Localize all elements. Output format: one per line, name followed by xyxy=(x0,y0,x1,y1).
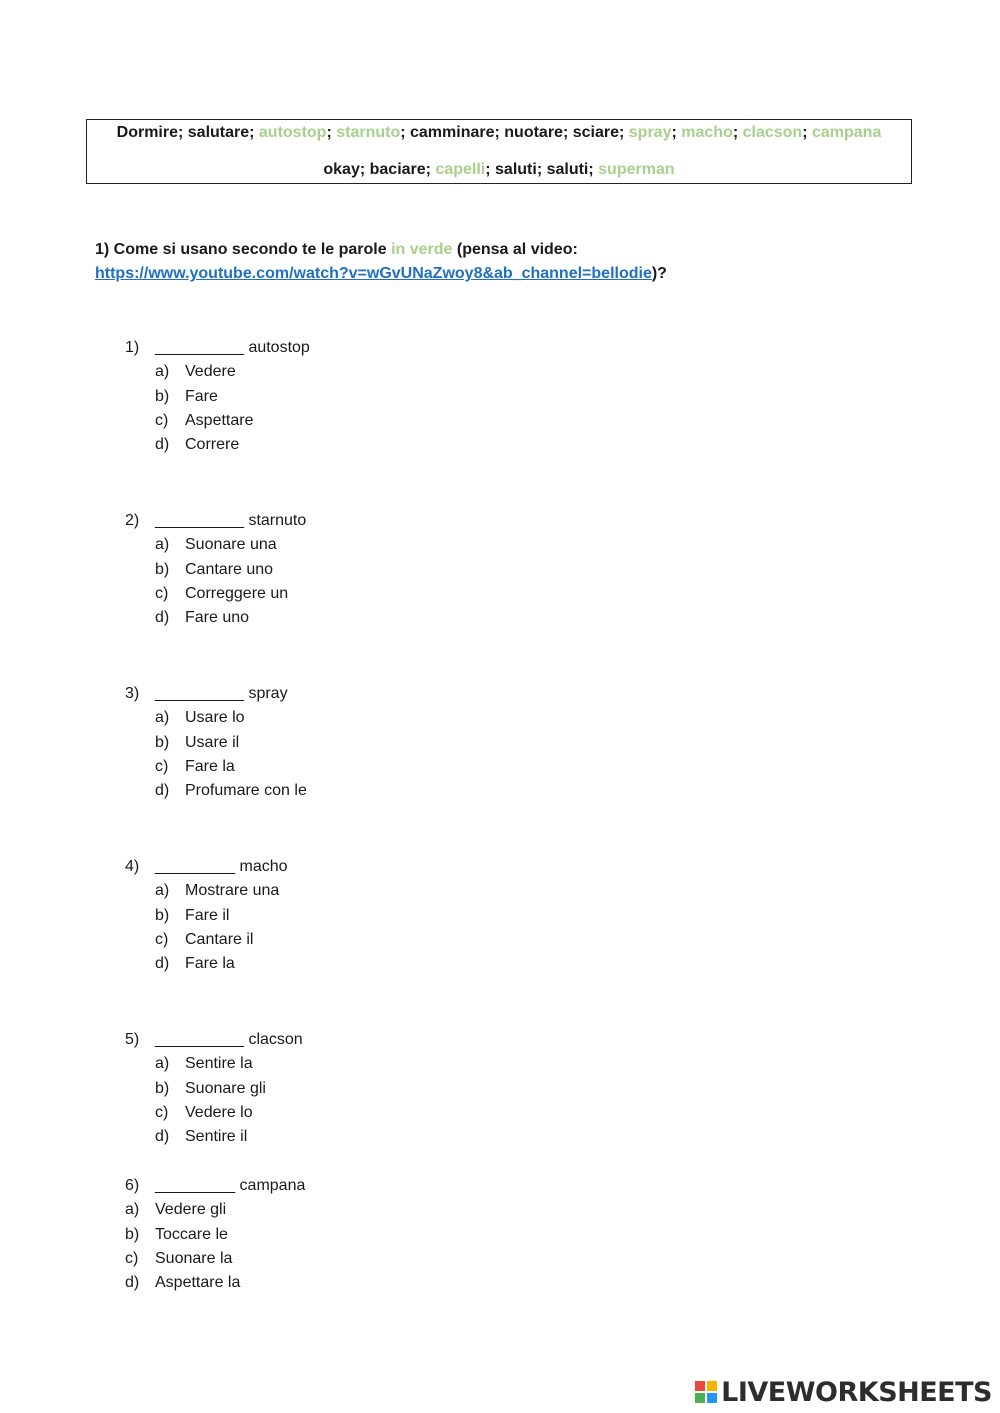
question-line-1 xyxy=(95,238,915,262)
option-letter: a) xyxy=(155,709,170,727)
question-suffix: (pensa al video: xyxy=(452,241,578,258)
option-letter: d) xyxy=(155,782,170,800)
question-prompt xyxy=(95,238,915,286)
word-bank-line-1 xyxy=(87,123,911,143)
option-text: Vedere lo xyxy=(185,1103,253,1121)
word-bank-segment: ; xyxy=(326,124,337,141)
option-letter: a) xyxy=(125,1201,140,1219)
option-letter: a) xyxy=(155,363,170,381)
option-text: Fare la xyxy=(185,757,235,775)
option-text: Aspettare xyxy=(185,411,254,429)
item-blank[interactable]: _________ xyxy=(155,858,236,875)
item-stem xyxy=(125,336,310,360)
option-text: Vedere gli xyxy=(155,1201,227,1219)
option-text: Correre xyxy=(185,436,240,454)
item-stem xyxy=(125,1028,303,1052)
option-letter: d) xyxy=(155,1128,170,1146)
logo-square xyxy=(695,1381,705,1391)
option-text: Vedere xyxy=(185,363,236,381)
option-letter: a) xyxy=(155,882,170,900)
item-blank[interactable]: __________ xyxy=(155,339,244,356)
item-word: macho xyxy=(239,858,288,875)
word-bank-segment: starnuto xyxy=(336,124,401,141)
logo-square xyxy=(707,1381,717,1391)
option-c[interactable] xyxy=(155,928,288,952)
exercise-item-1 xyxy=(125,336,310,457)
item-number: 4) xyxy=(125,858,140,875)
video-link[interactable]: https://www.youtube.com/watch?v=wGvUNaZwoy8&ab_channel=bellodie xyxy=(95,265,652,282)
item-blank[interactable]: __________ xyxy=(155,685,244,702)
option-text: Fare il xyxy=(185,906,230,924)
option-d[interactable] xyxy=(155,606,306,630)
option-letter: a) xyxy=(155,1055,170,1073)
option-letter: b) xyxy=(155,906,170,924)
option-letter: c) xyxy=(155,930,169,948)
option-text: Usare il xyxy=(185,733,240,751)
option-letter: c) xyxy=(155,584,169,602)
option-text: Usare lo xyxy=(185,709,245,727)
word-bank-segment: campana xyxy=(811,124,882,141)
item-word: starnuto xyxy=(248,512,307,529)
item-number: 3) xyxy=(125,685,140,702)
option-a[interactable] xyxy=(155,1052,303,1076)
option-letter: b) xyxy=(155,733,170,751)
option-d[interactable] xyxy=(125,1271,305,1295)
exercise-item-6 xyxy=(125,1174,305,1295)
brand-name: LIVEWORKSHEETS xyxy=(721,1376,992,1408)
word-bank-segment: Dormire; salutare; xyxy=(116,124,259,141)
option-text: Suonare gli xyxy=(185,1079,266,1097)
exercise-item-2 xyxy=(125,509,306,630)
option-letter: c) xyxy=(125,1249,139,1267)
liveworksheets-logo-icon xyxy=(695,1381,717,1403)
option-c[interactable] xyxy=(125,1247,305,1271)
option-letter: b) xyxy=(125,1225,140,1243)
word-bank-segment: superman xyxy=(598,161,675,178)
option-letter: c) xyxy=(155,411,169,429)
item-blank[interactable]: __________ xyxy=(155,1031,244,1048)
option-letter: c) xyxy=(155,1103,169,1121)
question-green-words: in verde xyxy=(391,241,453,258)
word-bank-segment: ; xyxy=(732,124,743,141)
option-text: Aspettare la xyxy=(155,1274,241,1292)
question-line-2 xyxy=(95,262,915,286)
item-stem xyxy=(125,1174,305,1198)
option-a[interactable] xyxy=(155,706,307,730)
item-stem xyxy=(125,509,306,533)
option-b[interactable] xyxy=(155,904,288,928)
word-bank-segment: ; xyxy=(802,124,812,141)
option-letter: a) xyxy=(155,536,170,554)
option-a[interactable] xyxy=(125,1198,305,1222)
item-word: spray xyxy=(248,685,288,702)
word-bank-segment: autostop xyxy=(258,124,327,141)
word-bank-segment: ; camminare; nuotare; sciare; xyxy=(400,124,629,141)
option-text: Sentire il xyxy=(185,1128,248,1146)
word-bank-segment: macho xyxy=(681,124,733,141)
word-bank-segment: ; xyxy=(671,124,682,141)
option-text: Suonare la xyxy=(155,1249,233,1267)
exercise-item-3 xyxy=(125,682,307,803)
option-text: Fare uno xyxy=(185,609,250,627)
item-blank[interactable]: __________ xyxy=(155,512,244,529)
option-letter: c) xyxy=(155,757,169,775)
exercise-item-4 xyxy=(125,855,288,976)
option-a[interactable] xyxy=(155,360,310,384)
option-d[interactable] xyxy=(155,779,307,803)
option-b[interactable] xyxy=(155,558,306,582)
option-letter: d) xyxy=(155,955,170,973)
option-text: Suonare una xyxy=(185,536,277,554)
option-b[interactable] xyxy=(155,731,307,755)
liveworksheets-branding xyxy=(695,1376,992,1408)
item-word: clacson xyxy=(248,1031,303,1048)
option-c[interactable] xyxy=(155,409,310,433)
option-letter: d) xyxy=(125,1274,140,1292)
item-stem xyxy=(125,682,307,706)
item-word: campana xyxy=(239,1177,306,1194)
option-letter: d) xyxy=(155,436,170,454)
option-text: Toccare le xyxy=(155,1225,228,1243)
option-letter: b) xyxy=(155,387,170,405)
item-blank[interactable]: _________ xyxy=(155,1177,236,1194)
item-number: 5) xyxy=(125,1031,140,1048)
word-bank-segment: ; saluti; saluti; xyxy=(485,161,599,178)
option-d[interactable] xyxy=(155,433,310,457)
option-b[interactable] xyxy=(155,385,310,409)
option-text: Cantare il xyxy=(185,930,254,948)
logo-square xyxy=(707,1393,717,1403)
option-text: Fare xyxy=(185,387,218,405)
option-text: Cantare uno xyxy=(185,560,274,578)
option-letter: b) xyxy=(155,1079,170,1097)
word-bank-box xyxy=(86,119,912,184)
option-c[interactable] xyxy=(155,582,306,606)
option-a[interactable] xyxy=(155,533,306,557)
item-number: 2) xyxy=(125,512,140,529)
option-text: Sentire la xyxy=(185,1055,253,1073)
option-letter: b) xyxy=(155,560,170,578)
option-b[interactable] xyxy=(155,1077,303,1101)
item-number: 1) xyxy=(125,339,140,356)
option-d[interactable] xyxy=(155,1125,303,1149)
word-bank-line-2 xyxy=(87,160,911,180)
question-prefix: 1) Come si usano secondo te le parole xyxy=(95,241,392,258)
question-end: )? xyxy=(651,265,667,282)
option-text: Fare la xyxy=(185,955,235,973)
logo-square xyxy=(695,1393,705,1403)
word-bank-segment: spray xyxy=(628,124,672,141)
option-b[interactable] xyxy=(125,1223,305,1247)
word-bank-segment: capelli xyxy=(435,161,486,178)
option-text: Correggere un xyxy=(185,584,289,602)
option-d[interactable] xyxy=(155,952,288,976)
option-text: Mostrare una xyxy=(185,882,280,900)
exercise-item-5 xyxy=(125,1028,303,1149)
option-letter: d) xyxy=(155,609,170,627)
option-text: Profumare con le xyxy=(185,782,307,800)
word-bank-segment: clacson xyxy=(742,124,803,141)
option-c[interactable] xyxy=(155,755,307,779)
option-c[interactable] xyxy=(155,1101,303,1125)
item-word: autostop xyxy=(248,339,310,356)
item-number: 6) xyxy=(125,1177,140,1194)
word-bank-segment: okay; baciare; xyxy=(323,161,436,178)
option-a[interactable] xyxy=(155,879,288,903)
item-stem xyxy=(125,855,288,879)
